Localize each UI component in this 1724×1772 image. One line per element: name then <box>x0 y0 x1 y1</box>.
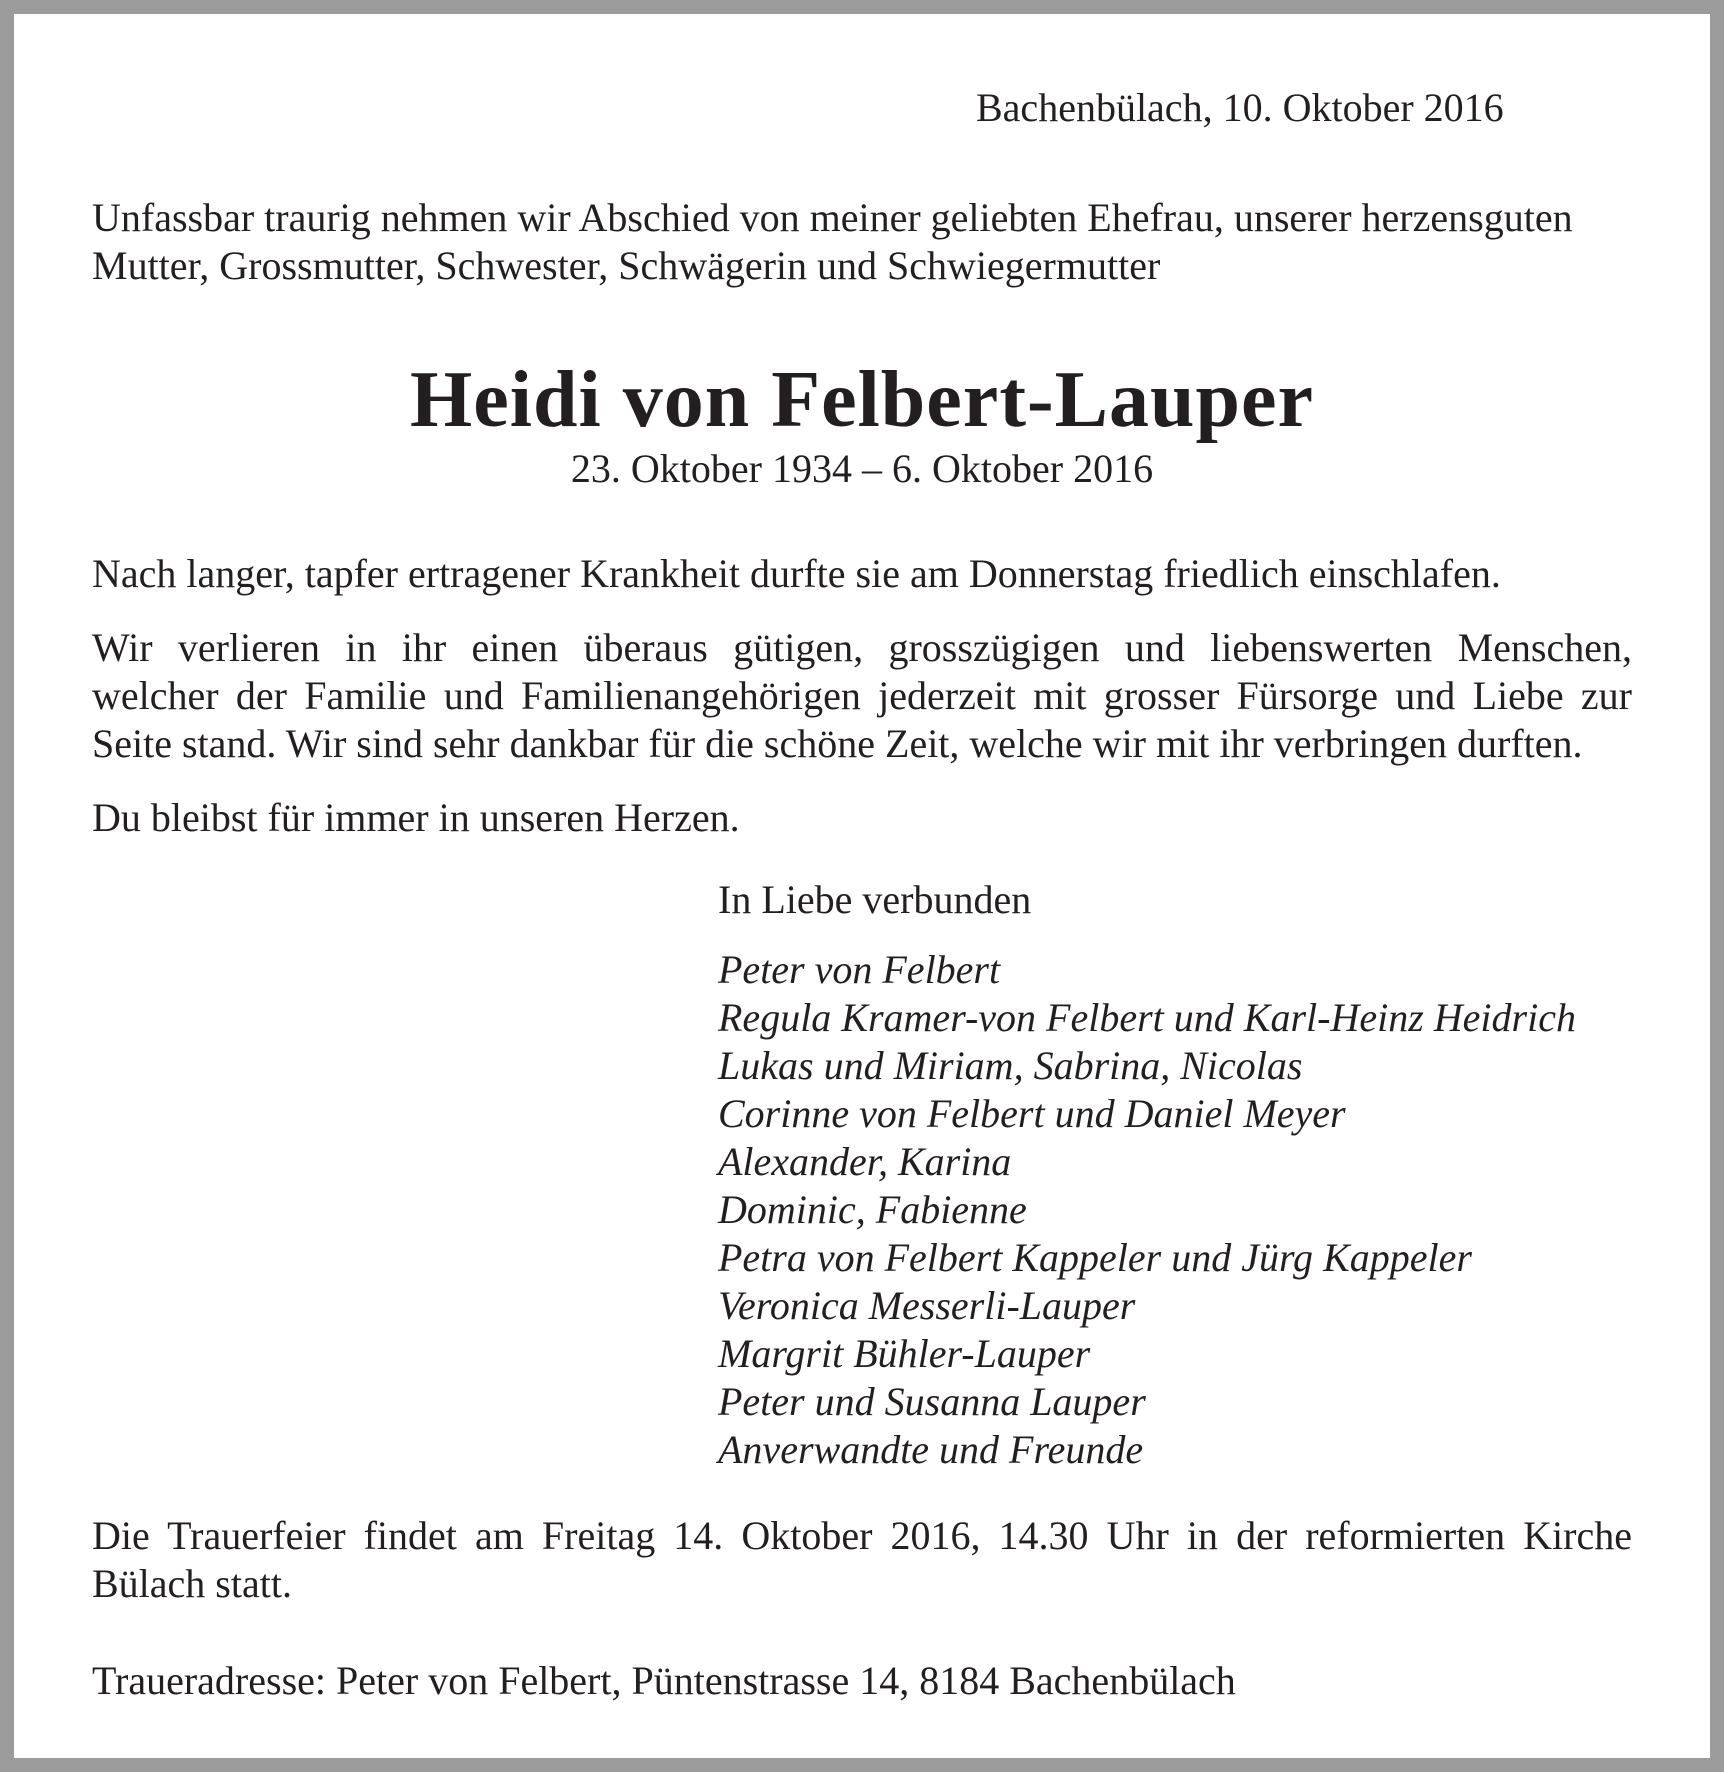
mourner-entry: Margrit Bühler-Lauper <box>718 1331 1091 1376</box>
paragraph-illness: Nach langer, tapfer ertragener Krankheit durfte sie am Donnerstag friedlich einschlafen. <box>92 551 1501 596</box>
tribute-line: Wir verlieren in ihr einen überaus gütigen, grosszügigen und liebenswerten Menschen, <box>92 625 1632 670</box>
mourner-entry: Anverwandte und Freunde <box>718 1427 1144 1472</box>
mourner-entry: Alexander, Karina <box>718 1139 1012 1184</box>
life-dates: 23. Oktober 1934 – 6. Oktober 2016 <box>570 446 1154 491</box>
mourner-entry: Peter und Susanna Lauper <box>718 1379 1146 1424</box>
service-line: Bülach statt. <box>92 1561 292 1606</box>
tribute-line: welcher der Familie und Familienangehörigen jederzeit mit grosser Fürsorge und Liebe zur <box>92 673 1632 718</box>
mourner-entry: Petra von Felbert Kappeler und Jürg Kappeler <box>718 1235 1472 1280</box>
tribute-line: Seite stand. Wir sind sehr dankbar für die schöne Zeit, welche wir mit ihr verbringen durften. <box>92 721 1583 766</box>
closing-phrase: In Liebe verbunden <box>718 877 1032 922</box>
service-line: Die Trauerfeier findet am Freitag 14. Oktober 2016, 14.30 Uhr in der reformierten Kirche <box>92 1513 1632 1558</box>
intro-text <box>92 194 1573 290</box>
mourning-address: Traueradresse: Peter von Felbert, Püntenstrasse 14, 8184 Bachenbülach <box>92 1658 1236 1703</box>
paragraph-hearts: Du bleibst für immer in unseren Herzen. <box>92 795 740 840</box>
obituary-notice <box>14 14 1710 1758</box>
place-date: Bachenbülach, 10. Oktober 2016 <box>976 85 1504 130</box>
mourners-list <box>718 946 1576 1474</box>
mourner-entry: Peter von Felbert <box>718 947 1001 992</box>
mourner-entry: Dominic, Fabienne <box>718 1187 1027 1232</box>
mourner-entry: Veronica Messerli-Lauper <box>718 1283 1136 1328</box>
mourner-entry: Corinne von Felbert und Daniel Meyer <box>718 1091 1346 1136</box>
intro-line: Mutter, Grossmutter, Schwester, Schwägerin und Schwiegermutter <box>92 243 1161 288</box>
mourner-entry: Regula Kramer-von Felbert und Karl-Heinz Heidrich <box>718 995 1576 1040</box>
intro-line: Unfassbar traurig nehmen wir Abschied von meiner geliebten Ehefrau, unserer herzensguten <box>92 195 1573 240</box>
paragraph-tribute <box>92 624 1632 768</box>
funeral-service-info <box>92 1512 1632 1608</box>
deceased-name: Heidi von Felbert-Lauper <box>410 356 1314 444</box>
mourner-entry: Lukas und Miriam, Sabrina, Nicolas <box>718 1043 1303 1088</box>
